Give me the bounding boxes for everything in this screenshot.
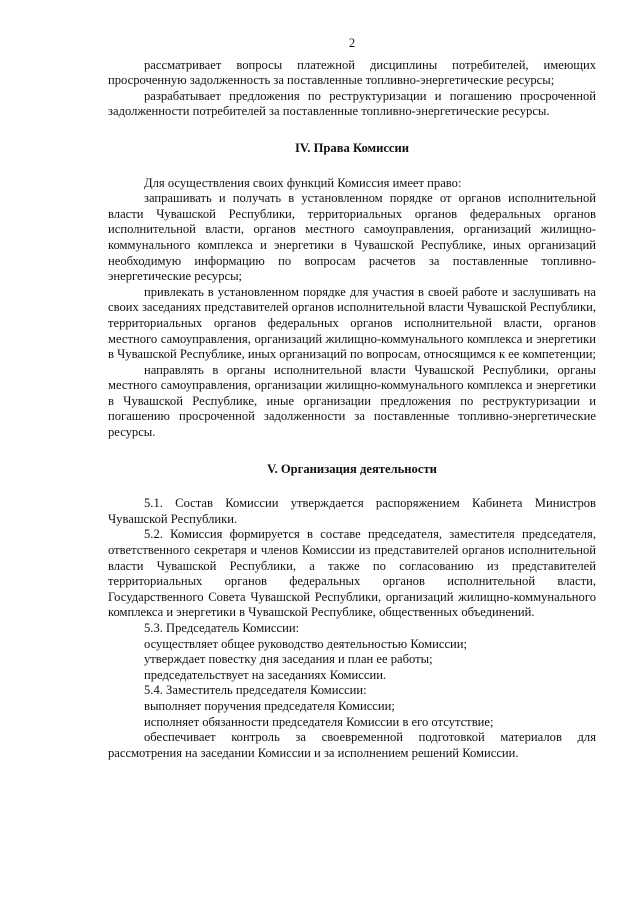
page-number: 2 xyxy=(348,36,356,50)
section-5-heading: V. Организация деятельности xyxy=(267,461,437,476)
section-5-paragraph-7: 5.4. Заместитель председателя Комиссии: xyxy=(144,683,367,698)
section-5-paragraph-6: председательствует на заседаниях Комиссии. xyxy=(144,667,387,682)
document-page xyxy=(108,36,596,761)
section-5-paragraph-1: 5.1. Состав Комиссии утверждается распоряжением Кабинета Министров Чувашской Республики. xyxy=(108,496,596,526)
section-4-paragraph-3: привлекать в установленном порядке для участия в своей работе и заслушивать на своих заседаниях представителей органов исполнительной власти Чувашской Республики, территориальных органов федеральных органов исполнительной власти, органов местного самоуправления, организаций жилищно-коммунального комплекса и энергетики в Чувашской Республике, иных организаций по вопросам, относящимся к ее компетенции; xyxy=(108,284,596,362)
section-4-paragraph-4: направлять в органы исполнительной власти Чувашской Республики, органы местного самоуправления, организации жилищно-коммунального комплекса и энергетики в Чувашской Республике, иные организации предложения по реструктуризации и погашению просроченной задолженности за поставленные топливно-энергетические ресурсы. xyxy=(108,362,596,440)
section-5-paragraph-9: исполняет обязанности председателя Комиссии в его отсутствие; xyxy=(144,714,494,729)
section-5-paragraph-4: осуществляет общее руководство деятельностью Комиссии; xyxy=(144,636,468,651)
section-5-paragraph-8: выполняет поручения председателя Комиссии; xyxy=(144,698,395,713)
section-5-paragraph-10: обеспечивает контроль за своевременной подготовкой материалов для рассмотрения на заседании Комиссии и за исполнением решений Комиссии. xyxy=(108,730,596,760)
section-4-paragraph-2: запрашивать и получать в установленном порядке от органов исполнительной власти Чувашской Республики, территориальных органов федеральных органов исполнительной власти, органов местного самоуправления, организаций жилищно-коммунального комплекса и энергетики в Чувашской Республике, иных организаций необходимую информацию по вопросам расчетов за поставленные топливно-энергетические ресурсы; xyxy=(108,191,596,284)
section-5-paragraph-3: 5.3. Председатель Комиссии: xyxy=(144,621,300,635)
section-4-paragraph-1: Для осуществления своих функций Комиссия имеет право: xyxy=(144,175,462,190)
intro-paragraph-1: рассматривает вопросы платежной дисциплины потребителей, имеющих просроченную задолженность за поставленные топливно-энергетические ресурсы; xyxy=(108,57,596,88)
section-4-heading: IV. Права Комиссии xyxy=(294,140,410,155)
section-5-paragraph-2: 5.2. Комиссия формируется в составе председателя, заместителя председателя, ответственного секретаря и членов Комиссии из представителей органов исполнительной власти Чувашской Республики, а также по согласованию из представителей территориальных органов федеральных органов исполнительной власти, Государственного Совета Чувашской Республики, организаций жилищно-коммунального комплекса и энергетики в Чувашской Республике, общественных объединений. xyxy=(108,527,596,620)
section-5-paragraph-5: утверждает повестку дня заседания и план ее работы; xyxy=(144,652,433,667)
intro-paragraph-2: разрабатывает предложения по реструктуризации и погашению просроченной задолженности потребителей за поставленные топливно-энергетические ресурсы. xyxy=(108,88,596,119)
